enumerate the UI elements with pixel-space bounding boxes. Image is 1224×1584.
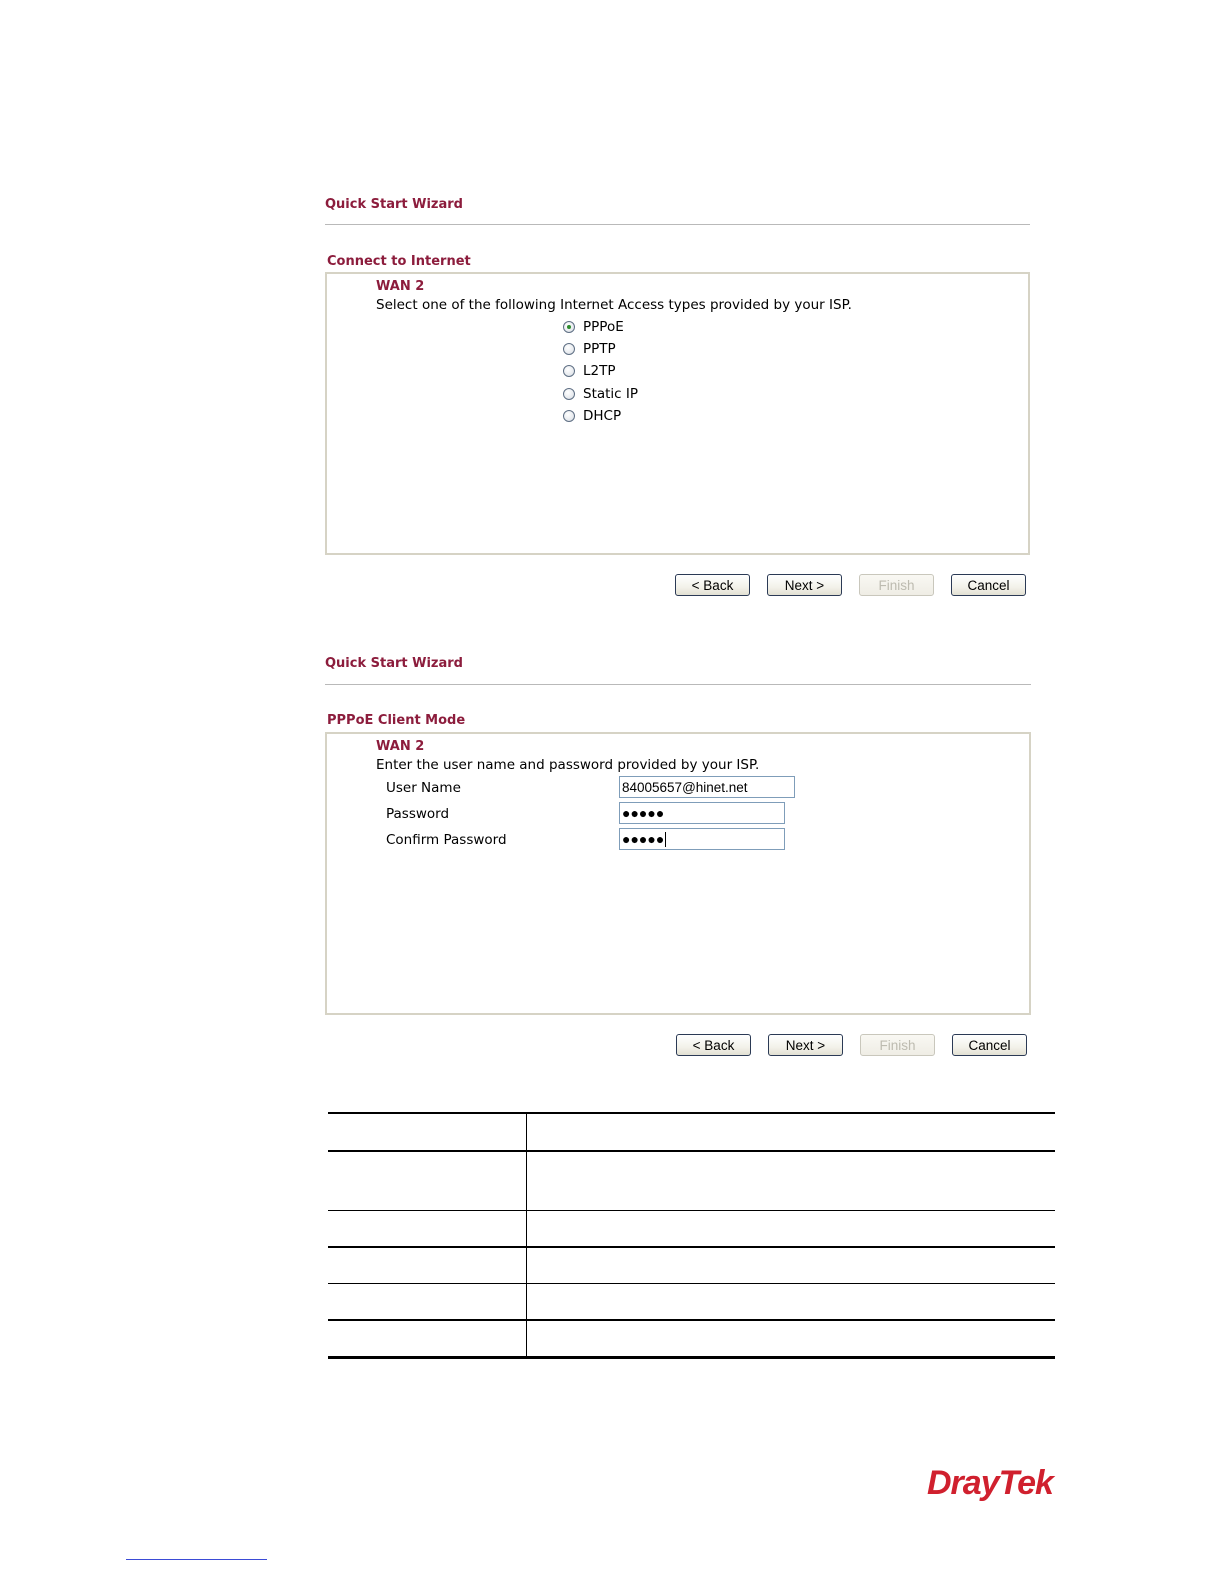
password-input[interactable] (619, 802, 785, 824)
radio-dhcp[interactable] (561, 407, 681, 429)
pppoe-panel (325, 732, 1031, 1015)
divider (325, 684, 1031, 685)
text-caret (665, 832, 666, 847)
divider (325, 224, 1030, 225)
radio-pppoe[interactable] (561, 318, 681, 340)
user-name-label: User Name (386, 780, 461, 796)
table-cell (527, 1211, 1056, 1248)
table-cell (328, 1211, 527, 1248)
radio-static-ip[interactable] (561, 385, 681, 407)
back-button[interactable]: < Back (676, 1034, 751, 1056)
radio-label: DHCP (583, 408, 622, 424)
radio-l2tp[interactable] (561, 362, 681, 384)
table-row (328, 1247, 1055, 1284)
table-row (328, 1151, 1055, 1211)
wan-label: WAN 2 (376, 279, 425, 294)
cancel-button[interactable]: Cancel (951, 574, 1026, 596)
table-row (328, 1320, 1055, 1358)
table-cell (527, 1247, 1056, 1284)
confirm-password-input[interactable] (619, 828, 785, 850)
next-button[interactable]: Next > (767, 574, 842, 596)
instruction-text: Enter the user name and password provided by your ISP. (376, 757, 760, 773)
password-value: ●●●●● (622, 805, 665, 821)
confirm-password-value: ●●●●● (622, 831, 665, 847)
radio-label: L2TP (583, 363, 616, 379)
table-row (328, 1284, 1055, 1321)
wizard-title: Quick Start Wizard (325, 197, 463, 212)
user-name-input[interactable] (619, 776, 795, 798)
table-cell (328, 1247, 527, 1284)
section-title-pppoe: PPPoE Client Mode (327, 713, 466, 728)
table-cell (328, 1284, 527, 1321)
finish-button: Finish (859, 574, 934, 596)
description-table (328, 1112, 1055, 1359)
wan-label: WAN 2 (376, 739, 425, 754)
draytek-logo: DrayTek (927, 1464, 1053, 1502)
access-type-panel (325, 272, 1030, 555)
user-name-value: 84005657@hinet.net (622, 779, 748, 795)
radio-button-icon[interactable] (563, 321, 575, 333)
radio-button-icon[interactable] (563, 365, 575, 377)
confirm-password-label: Confirm Password (386, 832, 507, 848)
radio-button-icon[interactable] (563, 410, 575, 422)
radio-pptp[interactable] (561, 340, 681, 362)
instruction-text: Select one of the following Internet Access types provided by your ISP. (376, 297, 852, 313)
table-cell (527, 1320, 1056, 1358)
radio-label: PPPoE (583, 319, 624, 335)
wizard-title: Quick Start Wizard (325, 656, 463, 671)
finish-button: Finish (860, 1034, 935, 1056)
table-cell (328, 1113, 527, 1151)
table-cell (328, 1320, 527, 1358)
back-button[interactable]: < Back (675, 574, 750, 596)
section-title-connect: Connect to Internet (327, 254, 471, 269)
table-cell (527, 1113, 1056, 1151)
table-cell (328, 1151, 527, 1211)
table-row (328, 1211, 1055, 1248)
table-row (328, 1113, 1055, 1151)
radio-label: PPTP (583, 341, 616, 357)
cancel-button[interactable]: Cancel (952, 1034, 1027, 1056)
next-button[interactable]: Next > (768, 1034, 843, 1056)
radio-label: Static IP (583, 386, 639, 402)
password-label: Password (386, 806, 450, 822)
footer-link-underline (126, 1559, 267, 1560)
table-cell (527, 1151, 1056, 1211)
table-cell (527, 1284, 1056, 1321)
radio-button-icon[interactable] (563, 388, 575, 400)
radio-button-icon[interactable] (563, 343, 575, 355)
